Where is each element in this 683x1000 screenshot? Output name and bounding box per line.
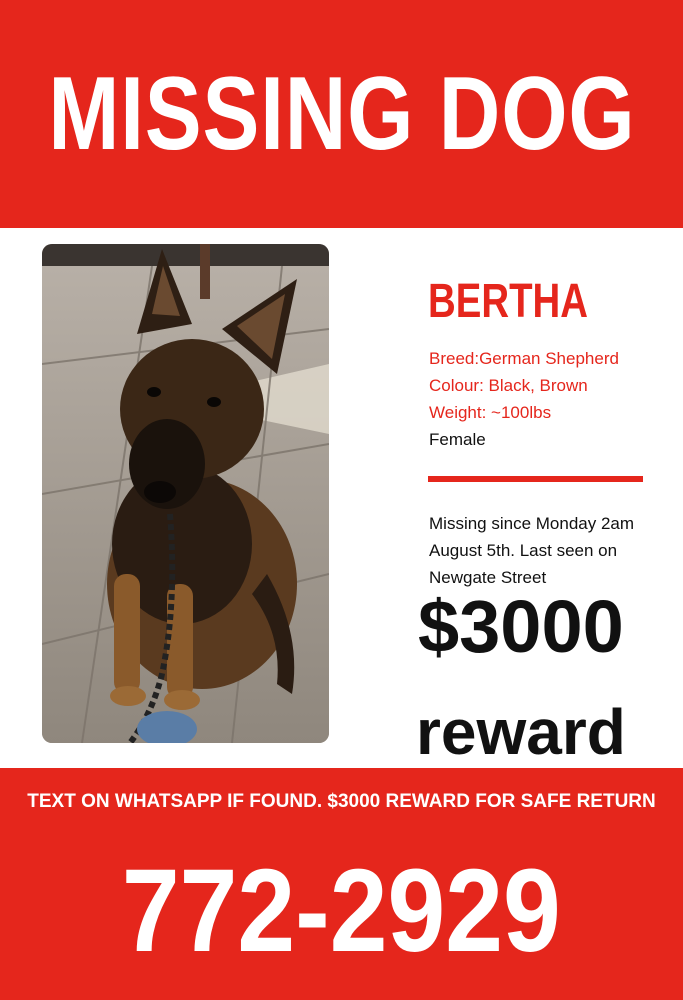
dog-photo [42,244,329,743]
dog-photo-illustration [42,244,329,743]
dog-name: BERTHA [428,275,588,328]
phone-number: 772-2929 [122,845,561,977]
phone-number-wrap [0,845,683,977]
colour-line: Colour: Black, Brown [429,376,588,395]
dog-details [429,345,619,453]
sex-line: Female [429,430,486,449]
missing-since-text: Missing since Monday 2am August 5th. Last seen on Newgate Street [429,514,635,587]
weight-line: Weight: ~100lbs [429,403,552,422]
contact-instructions: TEXT ON WHATSAPP IF FOUND. $3000 REWARD FOR SAFE RETURN [27,791,656,812]
reward-word: reward [416,696,626,768]
header-banner [0,0,683,228]
breed-line: Breed:German Shepherd [429,349,619,368]
headline: MISSING DOG [47,56,636,172]
divider [428,476,643,482]
reward-amount: $3000 [418,585,624,668]
